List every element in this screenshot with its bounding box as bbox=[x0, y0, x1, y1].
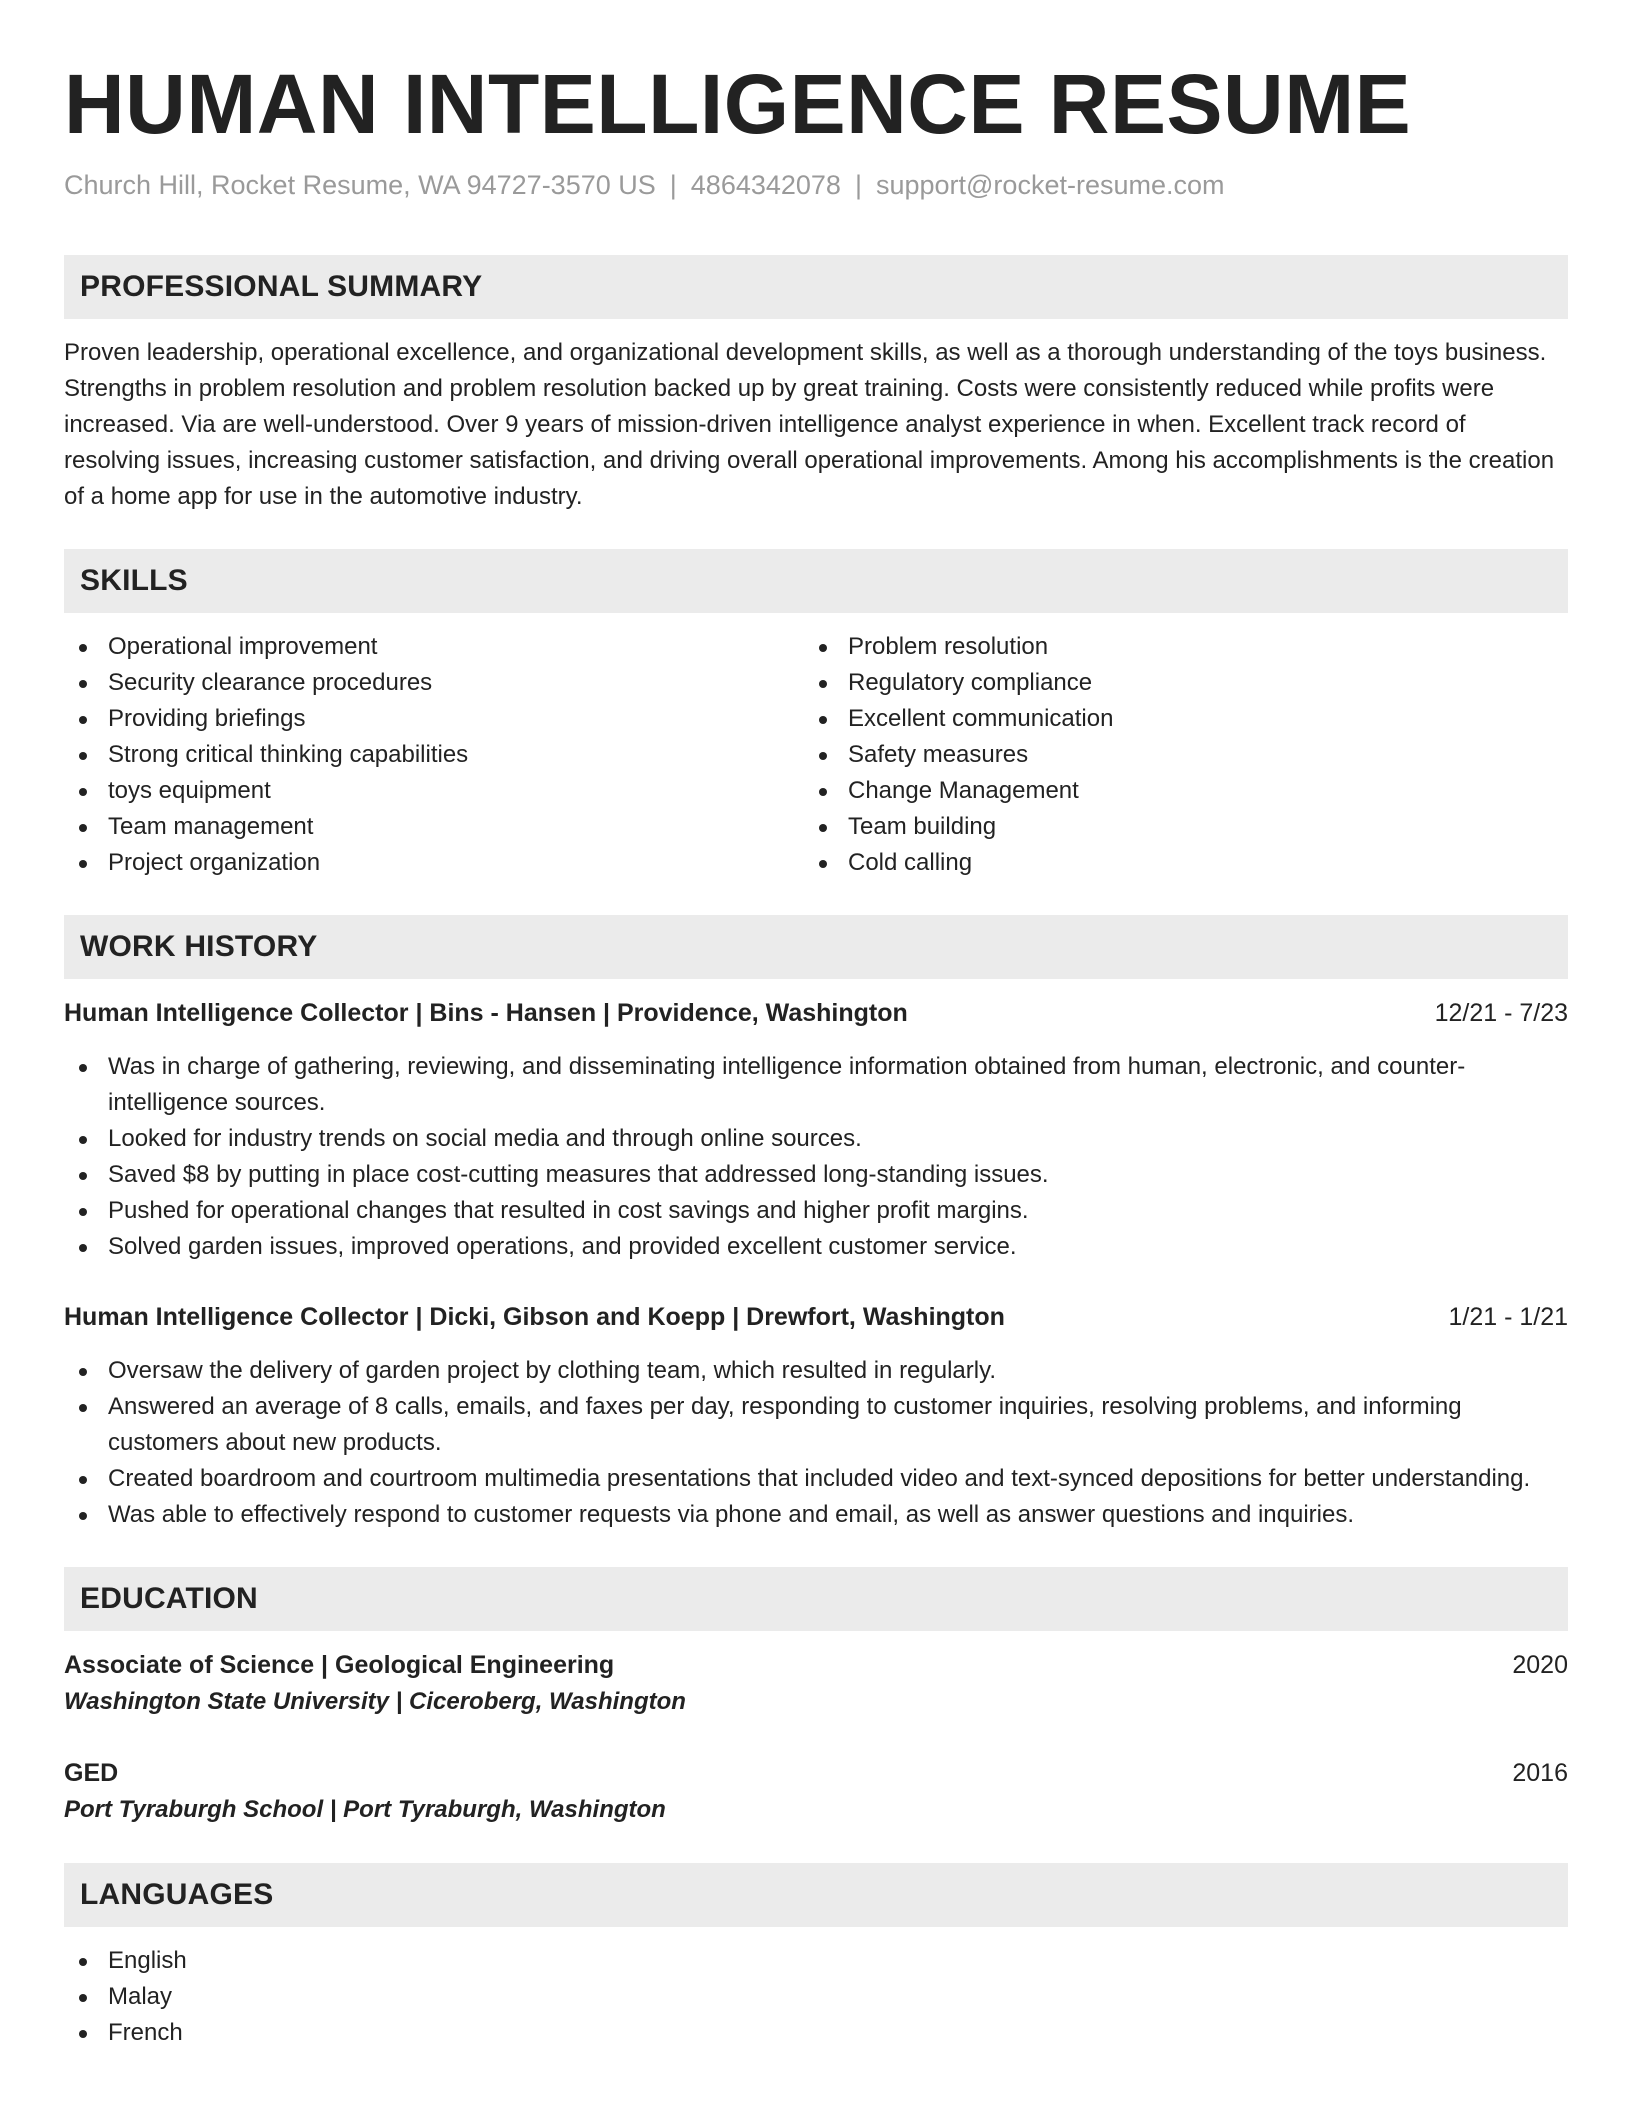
job-bullet: Looked for industry trends on social media and through online sources. bbox=[64, 1121, 1568, 1157]
skill-item: Problem resolution bbox=[804, 629, 1544, 665]
skill-item: toys equipment bbox=[64, 773, 804, 809]
job-header bbox=[64, 1299, 1568, 1335]
job-bullets bbox=[64, 1049, 1568, 1265]
education-year: 2020 bbox=[1512, 1651, 1568, 1679]
language-item: English bbox=[64, 1943, 1568, 1979]
education-entry bbox=[64, 1755, 1568, 1829]
contact-address: Church Hill, Rocket Resume, WA 94727-3570 US bbox=[64, 170, 656, 200]
language-item: French bbox=[64, 2015, 1568, 2051]
education-year: 2016 bbox=[1512, 1759, 1568, 1787]
skill-item: Safety measures bbox=[804, 737, 1544, 773]
section-heading-languages: LANGUAGES bbox=[64, 1863, 1568, 1927]
job-bullet: Solved garden issues, improved operations, and provided excellent customer service. bbox=[64, 1229, 1568, 1265]
job-title: Human Intelligence Collector | Dicki, Gibson and Koepp | Drewfort, Washington bbox=[64, 1303, 1005, 1331]
job-entry bbox=[64, 1299, 1568, 1533]
job-bullet: Was able to effectively respond to customer requests via phone and email, as well as answer questions and inquiries. bbox=[64, 1497, 1568, 1533]
job-title: Human Intelligence Collector | Bins - Hansen | Providence, Washington bbox=[64, 999, 908, 1027]
education-degree: GED bbox=[64, 1759, 119, 1787]
job-entry bbox=[64, 995, 1568, 1265]
skill-item: Team building bbox=[804, 809, 1544, 845]
job-header bbox=[64, 995, 1568, 1031]
skill-item: Team management bbox=[64, 809, 804, 845]
job-bullets bbox=[64, 1353, 1568, 1533]
skills-column-right bbox=[804, 629, 1544, 881]
section-heading-work-history: WORK HISTORY bbox=[64, 915, 1568, 979]
contact-email: support@rocket-resume.com bbox=[875, 170, 1225, 200]
language-item: Malay bbox=[64, 1979, 1568, 2015]
education-header bbox=[64, 1755, 1568, 1791]
skill-item: Strong critical thinking capabilities bbox=[64, 737, 804, 773]
skill-item: Project organization bbox=[64, 845, 804, 881]
education-entry bbox=[64, 1647, 1568, 1721]
job-bullet: Pushed for operational changes that resulted in cost savings and higher profit margins. bbox=[64, 1193, 1568, 1229]
contact-separator: | bbox=[669, 170, 677, 200]
job-bullet: Answered an average of 8 calls, emails, and faxes per day, responding to customer inquiries, resolving problems, and informing customers about new products. bbox=[64, 1389, 1568, 1461]
job-bullet: Oversaw the delivery of garden project by clothing team, which resulted in regularly. bbox=[64, 1353, 1568, 1389]
summary-text: Proven leadership, operational excellence, and organizational development skills, as well as a thorough understanding of the toys business. Strengths in problem resolution and problem resolution backed up by great training. Costs were consistently reduced while profits were increased. Via are well-understood. Over 9 years of mission-driven intelligence analyst experience in when. Excellent track record of resolving issues, increasing customer satisfaction, and driving overall operational improvements. Among his accomplishments is the creation of a home app for use in the automotive industry. bbox=[64, 339, 1555, 510]
education-degree: Associate of Science | Geological Engineering bbox=[64, 1651, 615, 1679]
skill-item: Security clearance procedures bbox=[64, 665, 804, 701]
job-bullet: Created boardroom and courtroom multimedia presentations that included video and text-synced depositions for better understanding. bbox=[64, 1461, 1568, 1497]
contact-phone: 4864342078 bbox=[690, 170, 841, 200]
skill-item: Change Management bbox=[804, 773, 1544, 809]
education-school: Washington State University | Ciceroberg, Washington bbox=[64, 1688, 686, 1715]
skills-column-left bbox=[64, 629, 804, 881]
job-dates: 1/21 - 1/21 bbox=[1448, 1303, 1568, 1331]
education-header bbox=[64, 1647, 1568, 1683]
section-heading-education: EDUCATION bbox=[64, 1567, 1568, 1631]
skill-item: Excellent communication bbox=[804, 701, 1544, 737]
skill-item: Cold calling bbox=[804, 845, 1544, 881]
contact-line bbox=[64, 168, 1568, 202]
section-heading-skills: SKILLS bbox=[64, 549, 1568, 613]
job-bullet: Was in charge of gathering, reviewing, and disseminating intelligence information obtained from human, electronic, and counter-intelligence sources. bbox=[64, 1049, 1568, 1121]
resume-title: HUMAN INTELLIGENCE RESUME bbox=[64, 57, 1412, 151]
languages-list bbox=[64, 1943, 1568, 2051]
contact-separator: | bbox=[854, 170, 862, 200]
education-school: Port Tyraburgh School | Port Tyraburgh, Washington bbox=[64, 1796, 666, 1823]
section-heading-summary: PROFESSIONAL SUMMARY bbox=[64, 255, 1568, 319]
skill-item: Regulatory compliance bbox=[804, 665, 1544, 701]
job-dates: 12/21 - 7/23 bbox=[1434, 999, 1568, 1027]
skill-item: Providing briefings bbox=[64, 701, 804, 737]
job-bullet: Saved $8 by putting in place cost-cutting measures that addressed long-standing issues. bbox=[64, 1157, 1568, 1193]
skill-item: Operational improvement bbox=[64, 629, 804, 665]
skills-list bbox=[64, 629, 1568, 881]
